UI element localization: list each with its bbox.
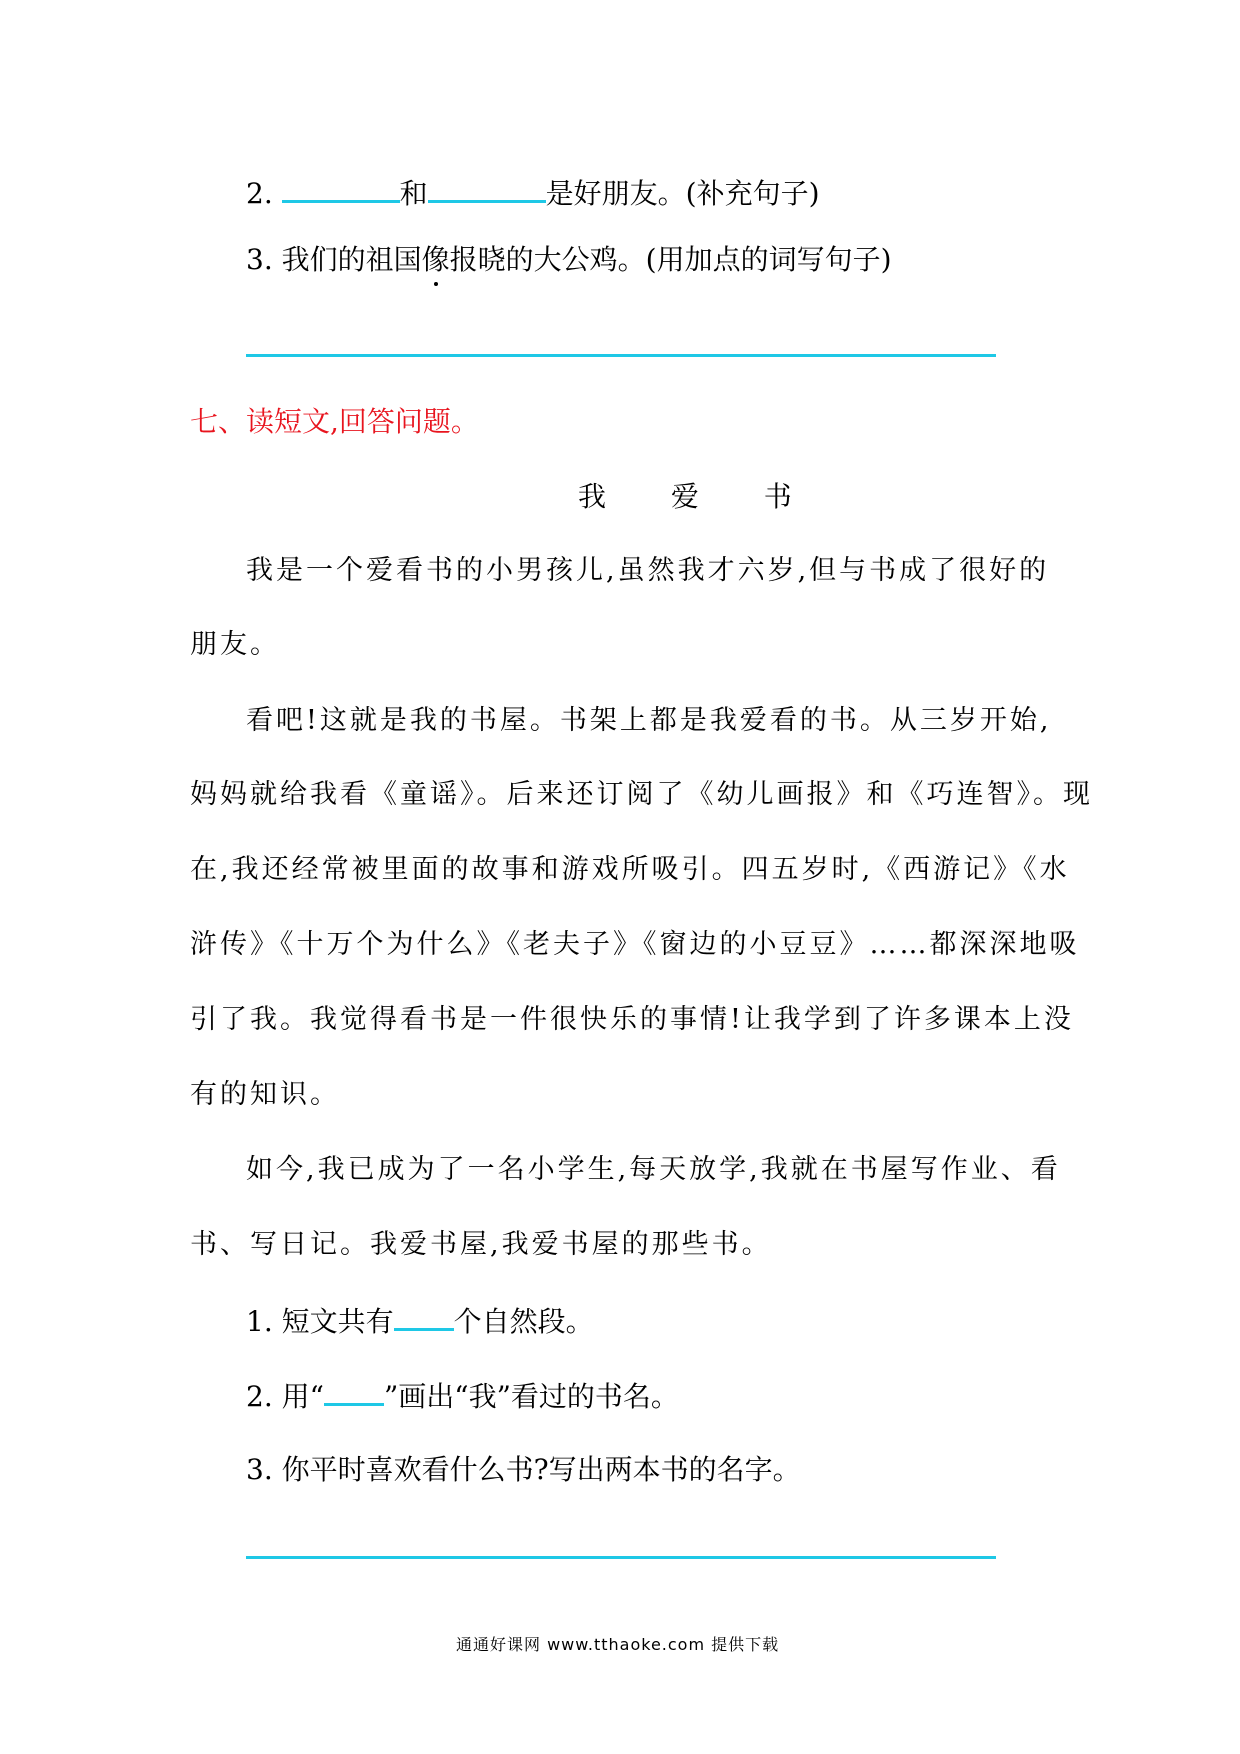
footer-credit: 通通好课网 www.tthaoke.com 提供下载 [456, 1635, 780, 1654]
passage-line: 朋友。 [190, 629, 280, 660]
q-text-pre: 1. 短文共有 [246, 1305, 394, 1338]
question-6-3 [246, 240, 892, 280]
answer-line[interactable] [246, 354, 996, 357]
q-text-and: 和 [399, 177, 428, 210]
passage-line: 如今,我已成为了一名小学生,每天放学,我就在书屋写作业、看 [246, 1154, 1061, 1185]
passage-line: 有的知识。 [190, 1079, 340, 1110]
q-text-pre: 3. 我们的祖国 [246, 243, 422, 276]
passage-line: 看吧!这就是我的书屋。书架上都是我爱看的书。从三岁开始, [246, 705, 1052, 736]
dotted-word: 像 [422, 240, 450, 280]
section-heading: 七、读短文,回答问题。 [190, 405, 479, 438]
answer-blank[interactable] [282, 172, 400, 203]
passage-line: 书、写日记。我爱书屋,我爱书屋的那些书。 [190, 1229, 772, 1260]
passage-line: 在,我还经常被里面的故事和游戏所吸引。四五岁时,《西游记》《水 [190, 854, 1070, 885]
q-text-post: ”画出“我”看过的书名。 [383, 1380, 679, 1413]
q-text-rest: 报晓的大公鸡。(用加点的词写句子) [449, 243, 892, 276]
q-number: 2. [246, 177, 273, 210]
passage-line: 我是一个爱看书的小男孩儿,虽然我才六岁,但与书成了很好的 [246, 555, 1050, 586]
passage-line: 浒传》《十万个为什么》《老夫子》《窗边的小豆豆》……都深深地吸 [190, 929, 1080, 960]
answer-line[interactable] [246, 1556, 996, 1559]
q-text-rest: 是好朋友。(补充句子) [545, 177, 820, 210]
answer-blank[interactable] [394, 1300, 454, 1331]
answer-blank[interactable] [428, 172, 546, 203]
q-text-post: 个自然段。 [453, 1305, 594, 1338]
passage-line: 引了我。我觉得看书是一件很快乐的事情!让我学到了许多课本上没 [190, 1004, 1074, 1035]
passage-line: 妈妈就给我看《童谣》。后来还订阅了《幼儿画报》和《巧连智》。现 [190, 779, 1093, 810]
question-6-2 [246, 172, 820, 214]
question-7-2 [246, 1375, 679, 1417]
question-7-1 [246, 1300, 594, 1342]
underline-sample [324, 1375, 384, 1406]
passage-title: 我 爱 书 [578, 480, 820, 513]
question-7-3: 3. 你平时喜欢看什么书?写出两本书的名字。 [246, 1453, 801, 1486]
q-text-pre: 2. 用“ [246, 1380, 324, 1413]
